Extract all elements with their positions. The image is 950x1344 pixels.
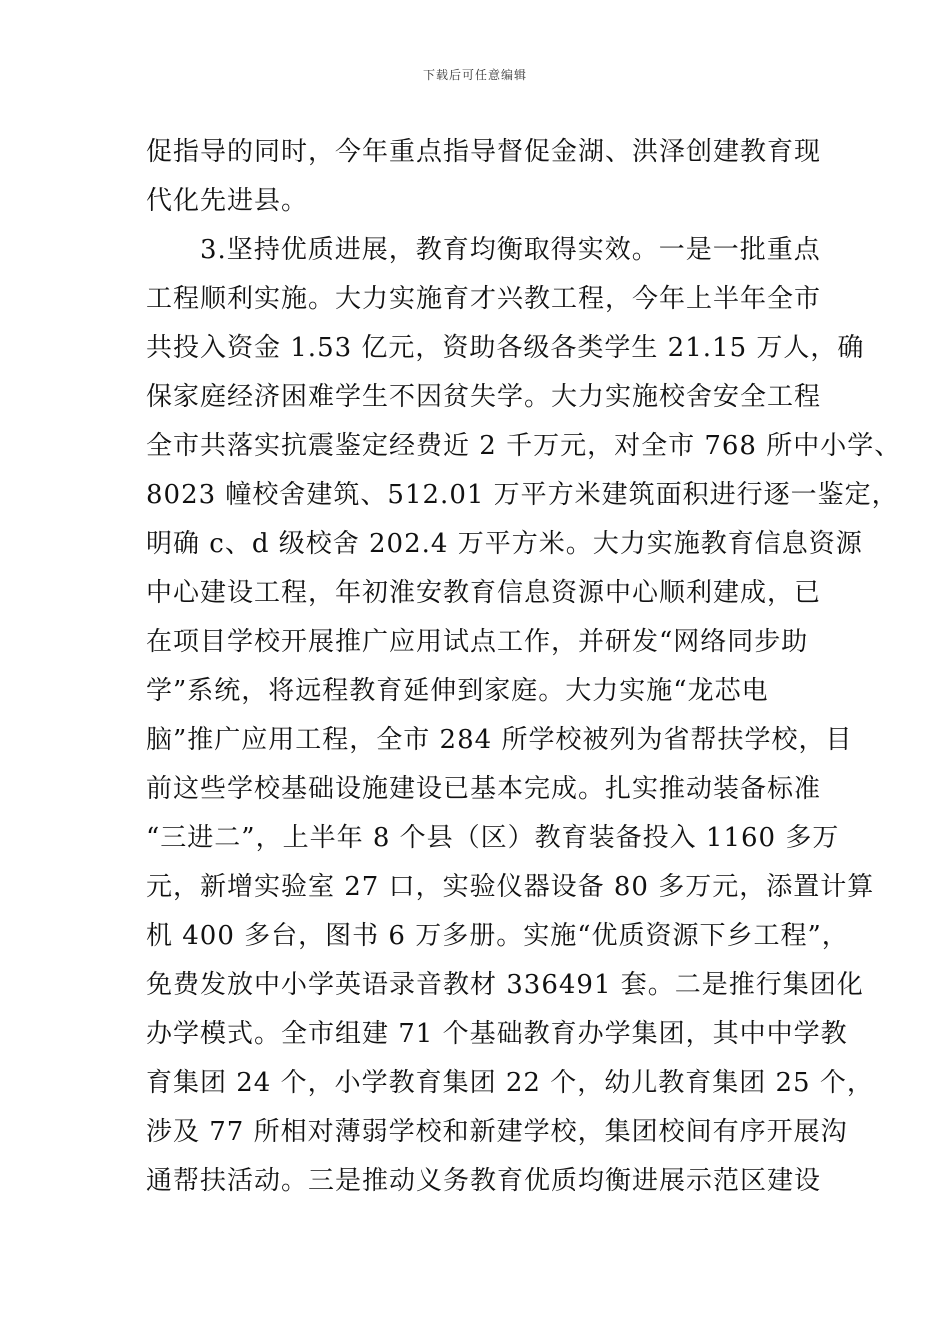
text-line: 学”系统，将远程教育延伸到家庭。大力实施“龙芯电: [146, 676, 769, 706]
text-line: 在项目学校开展推广应用试点工作，并研发“网络同步助: [146, 627, 809, 657]
text-line: 机 400 多台，图书 6 万多册。实施“优质资源下乡工程”，: [146, 921, 849, 951]
text-line: 前这些学校基础设施建设已基本完成。扎实推动装备标准: [146, 774, 822, 804]
text-line: 元，新增实验室 27 口，实验仪器设备 80 多万元，添置计算: [146, 872, 875, 902]
text-line: 中心建设工程，年初淮安教育信息资源中心顺利建成，已: [146, 578, 822, 608]
text-line: 涉及 77 所相对薄弱学校和新建学校，集团校间有序开展沟: [146, 1117, 848, 1147]
text-line: 促指导的同时，今年重点指导督促金湖、洪泽创建教育现: [146, 137, 822, 167]
document-body: [146, 128, 902, 1206]
text-line: 免费发放中小学英语录音教材 336491 套。二是推行集团化: [146, 970, 864, 1000]
text-line: “三进二”，上半年 8 个县（区）教育装备投入 1160 多万: [146, 823, 840, 853]
text-line: 工程顺利实施。大力实施育才兴教工程，今年上半年全市: [146, 284, 822, 314]
text-line: 通帮扶活动。三是推动义务教育优质均衡进展示范区建设: [146, 1166, 822, 1196]
text-line: 明确 c、d 级校舍 202.4 万平方米。大力实施教育信息资源: [146, 529, 863, 559]
text-line: 8023 幢校舍建筑、512.01 万平方米建筑面积进行逐一鉴定，: [146, 480, 899, 510]
text-line: 3.坚持优质进展，教育均衡取得实效。一是一批重点: [146, 235, 821, 265]
text-line: 代化先进县。: [146, 186, 309, 216]
text-line: 保家庭经济困难学生不因贫失学。大力实施校舍安全工程: [146, 382, 822, 412]
text-line: 脑”推广应用工程，全市 284 所学校被列为省帮扶学校，目: [146, 725, 853, 755]
text-line: 共投入资金 1.53 亿元，资助各级各类学生 21.15 万人，确: [146, 333, 865, 363]
text-line: 育集团 24 个，小学教育集团 22 个，幼儿教育集团 25 个，: [146, 1068, 874, 1098]
text-line: 全市共落实抗震鉴定经费近 2 千万元，对全市 768 所中小学、: [146, 431, 902, 461]
page-header: 下载后可任意编辑: [422, 68, 527, 82]
text-line: 办学模式。全市组建 71 个基础教育办学集团，其中中学教: [146, 1019, 848, 1049]
